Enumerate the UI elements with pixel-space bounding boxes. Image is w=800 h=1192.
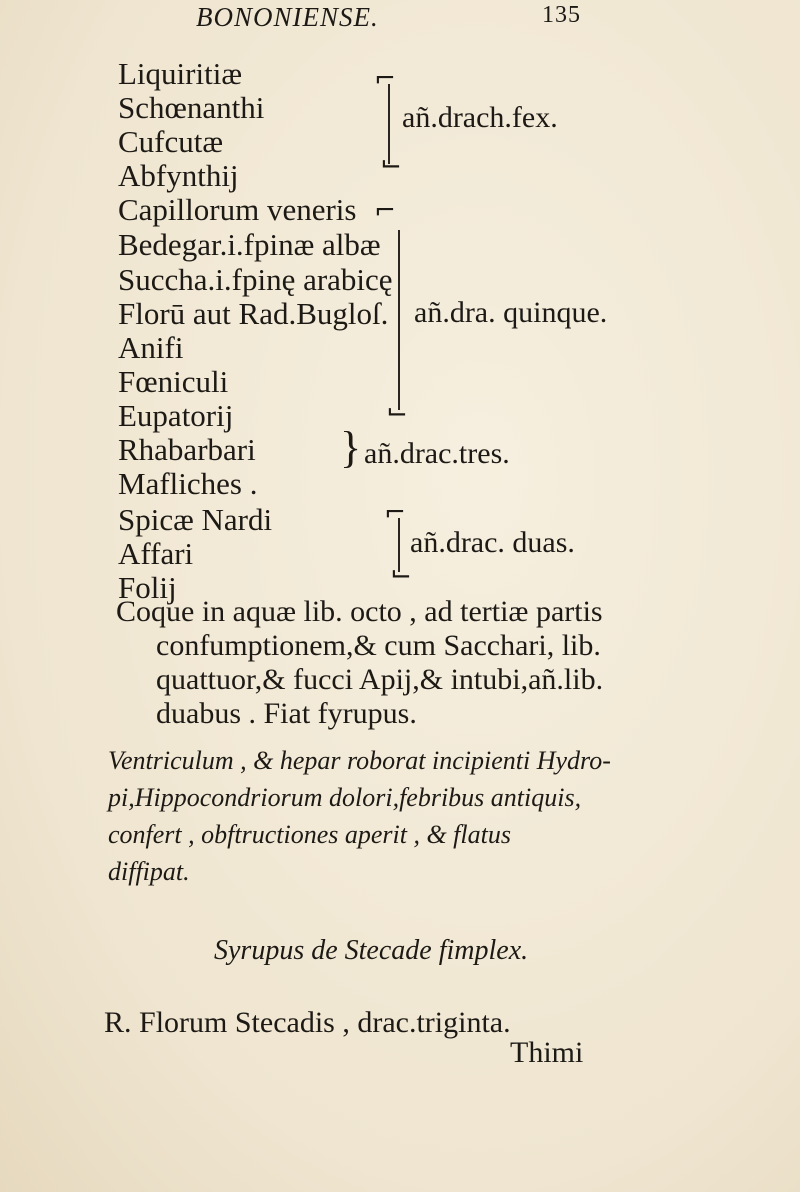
ingredient-item: Florū aut Rad.Bugloſ. [118,296,389,331]
recipe-line: R. Florum Stecadis , drac.triginta. [104,1006,511,1039]
bracket-top-mark: ⌐ [374,64,396,94]
preparation-instruction [116,595,656,731]
description-line: Ventriculum , & hepar roborat incipienti Hydro- [108,746,611,775]
ingredient-item: Cufcutæ [118,124,224,159]
bracket-top-mark: ⌐ [384,498,406,528]
dosage-annotation: añ.dra. quinque. [414,296,608,329]
ingredient-item: Succha.i.fpinę arabicę [118,262,393,297]
page-number: 135 [542,2,581,28]
ingredient-item: Bedegar.i.fpinæ albæ [118,227,381,262]
ingredient-item: Affari [118,536,194,571]
ingredient-item: Anifi [118,330,184,365]
dosage-annotation: añ.drac.tres. [364,437,510,470]
instruction-line: Coque in aquæ lib. octo , ad tertiæ partis [116,595,603,628]
bracket-line [398,230,400,410]
description-line: diffipat. [108,857,190,886]
curly-brace: } [340,423,362,472]
ingredient-item: Mafliches . [118,466,258,501]
description-line: confert , obftructiones aperit , & flatus [108,820,511,849]
recipe-catchword: Thimi [510,1036,584,1069]
bracket-top-mark: ⌐ [374,196,396,226]
usage-description [108,742,668,890]
ingredient-item: Folij [118,570,177,605]
bracket-bottom-mark: ⌙ [390,558,412,588]
ingredient-item: Rhabarbari [118,432,256,467]
ingredient-item: Schœnanthi [118,90,265,125]
dosage-annotation: añ.drac. duas. [410,526,575,559]
ingredient-item: Capillorum veneris [118,192,357,227]
ingredient-item: Fœniculi [118,364,229,399]
ingredient-item: Abfynthij [118,158,239,193]
recipe-subheading: Syrupus de Stecade fimplex. [214,935,529,966]
ingredient-item: Spicæ Nardi [118,502,273,537]
running-header: BONONIENSE. [196,2,379,32]
description-line: pi,Hippocondriorum dolori,febribus antiquis, [108,783,582,812]
bracket-bottom-mark: ⌙ [386,396,408,426]
dosage-annotation: añ.drach.fex. [402,101,558,134]
instruction-line: duabus . Fiat fyrupus. [156,697,417,730]
instruction-line: quattuor,& fucci Apij,& intubi,añ.lib. [156,663,604,696]
bracket-bottom-mark: ⌙ [380,148,402,178]
ingredient-item: Eupatorij [118,398,234,433]
instruction-line: confumptionem,& cum Sacchari, lib. [156,629,601,662]
ingredient-item: Liquiritiæ [118,56,242,91]
